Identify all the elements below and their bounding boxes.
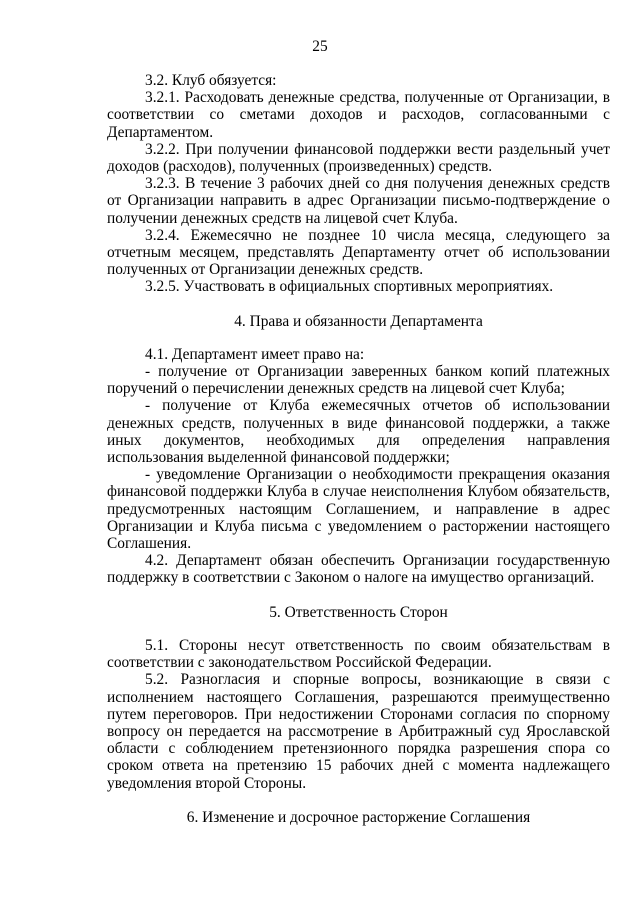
clause-4-1-item-1: - получение от Организации заверенных банком копий платежных поручений о перечислении денежных средств на лицевой счет Клуба; xyxy=(107,363,610,398)
clause-3-2-5: 3.2.5. Участвовать в официальных спортивных мероприятиях. xyxy=(145,278,554,296)
section-4-heading: 4. Права и обязанности Департамента xyxy=(234,312,483,330)
clause-4-2: 4.2. Департамент обязан обеспечить Организации государственную поддержку в соответствии с Законом о налоге на имущество организаций. xyxy=(107,552,610,587)
clause-3-2-3: 3.2.3. В течение 3 рабочих дней со дня получения денежных средств от Организации направить в адрес Организации письмо-подтверждение о получении денежных средств на лицевой счет Клуба. xyxy=(107,175,610,227)
clause-4-1-item-2: - получение от Клуба ежемесячных отчетов об использовании денежных средств, полученных в виде финансовой поддержки, а также иных документов, необходимых для определения направления использования выделенной финансовой поддержки; xyxy=(107,397,610,467)
clause-3-2-1: 3.2.1. Расходовать денежные средства, полученные от Организации, в соответствии со сметами доходов и расходов, согласованными с Департаментом. xyxy=(107,89,610,141)
clause-4-1-item-3: - уведомление Организации о необходимости прекращения оказания финансовой поддержки Клуба в случае неисполнения Клубом обязательств, предусмотренных настоящим Соглашением, и направление в адрес Организации и Клуба письма с уведомлением о расторжении настоящего Соглашения. xyxy=(107,466,610,553)
clause-3-2-2: 3.2.2. При получении финансовой поддержки вести раздельный учет доходов (расходов), полученных (произведенных) средств. xyxy=(107,140,610,176)
clause-4-1: 4.1. Департамент имеет право на: xyxy=(145,345,365,363)
section-5-heading: 5. Ответственность Сторон xyxy=(269,603,448,621)
section-6-heading: 6. Изменение и досрочное расторжение Соглашения xyxy=(186,808,531,826)
clause-3-2: 3.2. Клуб обязуется: xyxy=(145,72,277,89)
document-body xyxy=(107,72,610,826)
clause-5-2: 5.2. Разногласия и спорные вопросы, возникающие в связи с исполнением настоящего Соглашения, разрешаются преимущественно путем переговоров. При недостижении Сторонами согласия по спорному вопросу он передается на рассмотрение в Арбитражный суд Ярославской области с соблюдением претензионного порядка разрешения спора со сроком ответа на претензию 15 рабочих дней с момента надлежащего уведомления второй Стороны. xyxy=(107,671,610,792)
clause-5-1: 5.1. Стороны несут ответственность по своим обязательствам в соответствии с законодательством Российской Федерации. xyxy=(107,636,610,672)
clause-3-2-4: 3.2.4. Ежемесячно не позднее 10 числа месяца, следующего за отчетным месяцем, представлять Департаменту отчет об использовании полученных от Организации денежных средств. xyxy=(107,226,610,279)
page-number: 25 xyxy=(312,38,328,55)
